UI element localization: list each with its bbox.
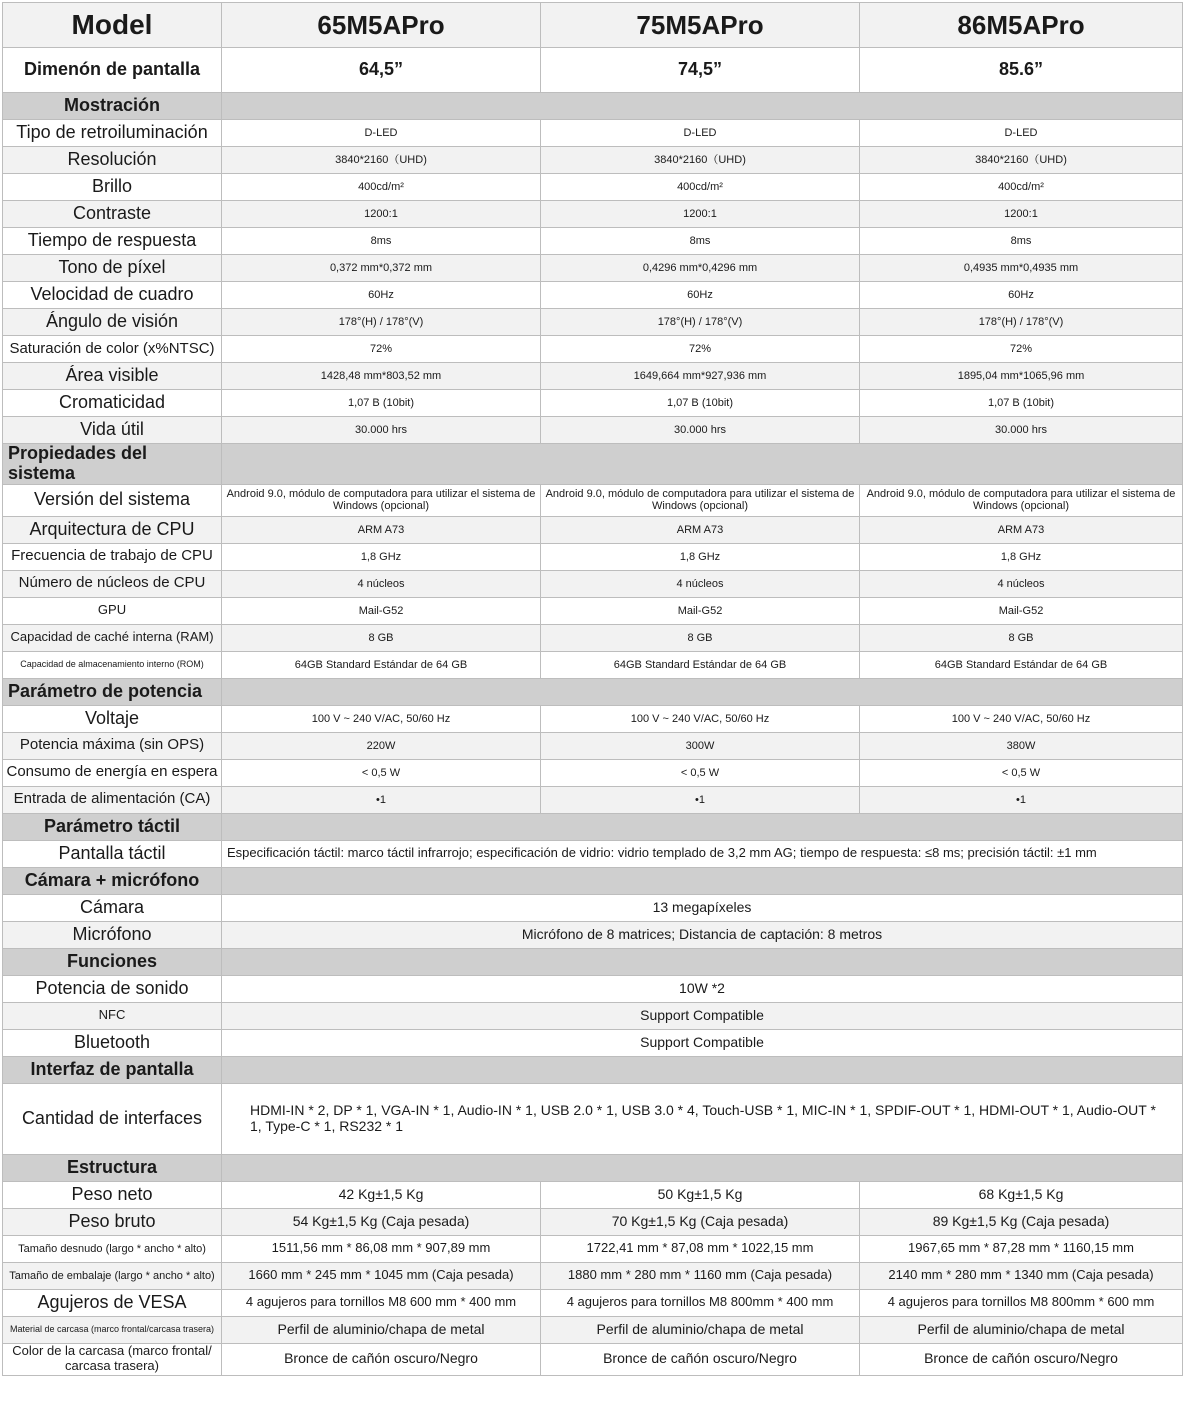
- table-row: [3, 336, 1183, 363]
- cell-value: 42 Kg±1,5 Kg: [222, 1181, 541, 1208]
- cell-value: 72%: [541, 336, 860, 363]
- table-row: [3, 516, 1183, 543]
- row-label: Peso neto: [3, 1181, 222, 1208]
- row-label: Color de la carcasa (marco frontal/ carcasa trasera): [3, 1343, 222, 1375]
- row-label: Agujeros de VESA: [3, 1289, 222, 1316]
- cell-value: 3840*2160（UHD): [541, 147, 860, 174]
- cell-value: 1967,65 mm * 87,28 mm * 1160,15 mm: [860, 1235, 1183, 1262]
- cell-value: Bronce de cañón oscuro/Negro: [222, 1343, 541, 1375]
- table-row: [3, 597, 1183, 624]
- cell-value: Perfil de aluminio/chapa de metal: [222, 1316, 541, 1343]
- cell-value: < 0,5 W: [541, 759, 860, 786]
- cell-value: 1428,48 mm*803,52 mm: [222, 363, 541, 390]
- cell-value: 68 Kg±1,5 Kg: [860, 1181, 1183, 1208]
- cell-value: 1,8 GHz: [541, 543, 860, 570]
- row-label: Voltaje: [3, 705, 222, 732]
- cell-value: 50 Kg±1,5 Kg: [541, 1181, 860, 1208]
- row-label: Consumo de energía en espera: [3, 759, 222, 786]
- row-label: Versión del sistema: [3, 484, 222, 516]
- row-label: Tono de píxel: [3, 255, 222, 282]
- cell-value: 4 núcleos: [860, 570, 1183, 597]
- cell-value: 4 agujeros para tornillos M8 800mm * 600 mm: [860, 1289, 1183, 1316]
- row-label: Cromaticidad: [3, 390, 222, 417]
- table-row: [3, 624, 1183, 651]
- cell-value: 8 GB: [222, 624, 541, 651]
- cell-value: Android 9.0, módulo de computadora para utilizar el sistema de Windows (opcional): [860, 484, 1183, 516]
- section-title: Funciones: [3, 948, 222, 975]
- section-title: Estructura: [3, 1154, 222, 1181]
- section-title: Parámetro de potencia: [3, 678, 222, 705]
- table-row: [3, 228, 1183, 255]
- cell-value: D-LED: [860, 120, 1183, 147]
- row-label: Material de carcasa (marco frontal/carcasa trasera): [3, 1316, 222, 1343]
- cell-value: 1,07 B (10bit): [541, 390, 860, 417]
- row-label: Tamaño de embalaje (largo * ancho * alto): [3, 1262, 222, 1289]
- row-label: NFC: [3, 1002, 222, 1029]
- cell-value: •1: [222, 786, 541, 813]
- cell-value: Mail-G52: [222, 597, 541, 624]
- cell-value: •1: [541, 786, 860, 813]
- table-row: [3, 840, 1183, 867]
- table-row: [3, 975, 1183, 1002]
- row-label: Cantidad de interfaces: [3, 1083, 222, 1154]
- cell-value: 30.000 hrs: [541, 417, 860, 444]
- section-header-camera: [3, 867, 1183, 894]
- cell-value: Support Compatible: [222, 1029, 1183, 1056]
- section-header-structure: [3, 1154, 1183, 1181]
- cell-value: 4 agujeros para tornillos M8 800mm * 400 mm: [541, 1289, 860, 1316]
- cell-value: < 0,5 W: [860, 759, 1183, 786]
- row-label: Tiempo de respuesta: [3, 228, 222, 255]
- section-header-interface: [3, 1056, 1183, 1083]
- cell-value: 178°(H) / 178°(V): [222, 309, 541, 336]
- cell-value: 300W: [541, 732, 860, 759]
- cell-value: 100 V ~ 240 V/AC, 50/60 Hz: [222, 705, 541, 732]
- row-label: Cámara: [3, 894, 222, 921]
- row-label: Potencia máxima (sin OPS): [3, 732, 222, 759]
- cell-value: 60Hz: [860, 282, 1183, 309]
- table-row: [3, 484, 1183, 516]
- cell-value: ARM A73: [222, 516, 541, 543]
- cell-value: Android 9.0, módulo de computadora para utilizar el sistema de Windows (opcional): [222, 484, 541, 516]
- row-label: Tipo de retroiluminación: [3, 120, 222, 147]
- section-title: Mostración: [3, 93, 222, 120]
- cell-value: 3840*2160（UHD): [222, 147, 541, 174]
- cell-value: 54 Kg±1,5 Kg (Caja pesada): [222, 1208, 541, 1235]
- cell-value: Mail-G52: [860, 597, 1183, 624]
- row-label: Pantalla táctil: [3, 840, 222, 867]
- cell-value: 1,07 B (10bit): [222, 390, 541, 417]
- cell-value: Bronce de cañón oscuro/Negro: [541, 1343, 860, 1375]
- row-label: Velocidad de cuadro: [3, 282, 222, 309]
- row-label: Capacidad de caché interna (RAM): [3, 624, 222, 651]
- section-header-display: [3, 93, 1183, 120]
- row-label: Peso bruto: [3, 1208, 222, 1235]
- cell-value: 1200:1: [860, 201, 1183, 228]
- cell-value: 72%: [222, 336, 541, 363]
- cell-value: 1,8 GHz: [860, 543, 1183, 570]
- row-label: Resolución: [3, 147, 222, 174]
- cell-value: 1660 mm * 245 mm * 1045 mm (Caja pesada): [222, 1262, 541, 1289]
- cell-value: Perfil de aluminio/chapa de metal: [541, 1316, 860, 1343]
- cell-value: 220W: [222, 732, 541, 759]
- cell-value: 178°(H) / 178°(V): [860, 309, 1183, 336]
- section-title: Parámetro táctil: [3, 813, 222, 840]
- cell-value: 2140 mm * 280 mm * 1340 mm (Caja pesada): [860, 1262, 1183, 1289]
- model-name: 75M5APro: [541, 3, 860, 48]
- cell-value: 100 V ~ 240 V/AC, 50/60 Hz: [860, 705, 1183, 732]
- cell-value: 8 GB: [541, 624, 860, 651]
- cell-value: 178°(H) / 178°(V): [541, 309, 860, 336]
- table-row: [3, 120, 1183, 147]
- table-row: [3, 1343, 1183, 1375]
- cell-value: 4 agujeros para tornillos M8 600 mm * 400 mm: [222, 1289, 541, 1316]
- cell-value: 10W *2: [222, 975, 1183, 1002]
- table-row: [3, 759, 1183, 786]
- row-label: Número de núcleos de CPU: [3, 570, 222, 597]
- table-row: [3, 921, 1183, 948]
- table-row: [3, 1262, 1183, 1289]
- cell-value: 8ms: [541, 228, 860, 255]
- model-name: 86M5APro: [860, 3, 1183, 48]
- cell-value: 1649,664 mm*927,936 mm: [541, 363, 860, 390]
- cell-value: 0,372 mm*0,372 mm: [222, 255, 541, 282]
- section-header-system: [3, 444, 1183, 485]
- cell-value: 13 megapíxeles: [222, 894, 1183, 921]
- cell-value: 1200:1: [541, 201, 860, 228]
- cell-value: 1880 mm * 280 mm * 1160 mm (Caja pesada): [541, 1262, 860, 1289]
- cell-value: ARM A73: [860, 516, 1183, 543]
- cell-value: 1722,41 mm * 87,08 mm * 1022,15 mm: [541, 1235, 860, 1262]
- cell-value: 1200:1: [222, 201, 541, 228]
- row-label: Potencia de sonido: [3, 975, 222, 1002]
- table-row: [3, 543, 1183, 570]
- cell-value: 60Hz: [222, 282, 541, 309]
- row-label: Vida útil: [3, 417, 222, 444]
- cell-value: 3840*2160（UHD): [860, 147, 1183, 174]
- cell-value: 1,07 B (10bit): [860, 390, 1183, 417]
- section-title: Propiedades del sistema: [3, 444, 222, 485]
- table-row: [3, 201, 1183, 228]
- cell-value: 400cd/m²: [222, 174, 541, 201]
- cell-value: 8ms: [860, 228, 1183, 255]
- section-header-touch: [3, 813, 1183, 840]
- cell-value: 4 núcleos: [541, 570, 860, 597]
- cell-value: Bronce de cañón oscuro/Negro: [860, 1343, 1183, 1375]
- cell-value: 1511,56 mm * 86,08 mm * 907,89 mm: [222, 1235, 541, 1262]
- table-row: [3, 786, 1183, 813]
- cell-value: ARM A73: [541, 516, 860, 543]
- table-row: [3, 894, 1183, 921]
- table-row: [3, 147, 1183, 174]
- table-row: [3, 1235, 1183, 1262]
- screen-size-row: [3, 48, 1183, 93]
- row-label: Contraste: [3, 201, 222, 228]
- table-row: [3, 282, 1183, 309]
- cell-value: 100 V ~ 240 V/AC, 50/60 Hz: [541, 705, 860, 732]
- cell-value: Perfil de aluminio/chapa de metal: [860, 1316, 1183, 1343]
- cell-value: Especificación táctil: marco táctil infrarrojo; especificación de vidrio: vidrio templado de 3,2 mm AG; tiempo de respuesta: ≤8 ms; precisión táctil: ±1 mm: [222, 840, 1183, 867]
- table-row: [3, 1208, 1183, 1235]
- cell-value: 1,8 GHz: [222, 543, 541, 570]
- row-label: Arquitectura de CPU: [3, 516, 222, 543]
- cell-value: D-LED: [222, 120, 541, 147]
- table-row: [3, 570, 1183, 597]
- table-row: [3, 390, 1183, 417]
- cell-value: Mail-G52: [541, 597, 860, 624]
- cell-value: 8 GB: [860, 624, 1183, 651]
- cell-value: Support Compatible: [222, 1002, 1183, 1029]
- cell-value: 30.000 hrs: [860, 417, 1183, 444]
- cell-value: 64GB Standard Estándar de 64 GB: [860, 651, 1183, 678]
- row-label: Entrada de alimentación (CA): [3, 786, 222, 813]
- row-label: Área visible: [3, 363, 222, 390]
- table-row: [3, 174, 1183, 201]
- model-header-row: [3, 3, 1183, 48]
- table-row: [3, 309, 1183, 336]
- cell-value: D-LED: [541, 120, 860, 147]
- row-label: GPU: [3, 597, 222, 624]
- cell-value: HDMI-IN * 2, DP * 1, VGA-IN * 1, Audio-IN * 1, USB 2.0 * 1, USB 3.0 * 4, Touch-USB * 1, MIC-IN * 1, SPDIF-OUT * 1, HDMI-OUT * 1, Audio-OUT * 1, Type-C * 1, RS232 * 1: [222, 1083, 1183, 1154]
- cell-value: 64GB Standard Estándar de 64 GB: [541, 651, 860, 678]
- spec-table: [2, 2, 1183, 1376]
- cell-value: 64GB Standard Estándar de 64 GB: [222, 651, 541, 678]
- table-row: [3, 1002, 1183, 1029]
- cell-value: < 0,5 W: [222, 759, 541, 786]
- cell-value: 72%: [860, 336, 1183, 363]
- section-title: Interfaz de pantalla: [3, 1056, 222, 1083]
- cell-value: 74,5”: [541, 48, 860, 93]
- cell-value: 0,4935 mm*0,4935 mm: [860, 255, 1183, 282]
- row-label: Tamaño desnudo (largo * ancho * alto): [3, 1235, 222, 1262]
- cell-value: 70 Kg±1,5 Kg (Caja pesada): [541, 1208, 860, 1235]
- table-row: [3, 417, 1183, 444]
- cell-value: Android 9.0, módulo de computadora para utilizar el sistema de Windows (opcional): [541, 484, 860, 516]
- table-row: [3, 705, 1183, 732]
- model-label: Model: [3, 3, 222, 48]
- table-row: [3, 1181, 1183, 1208]
- cell-value: 64,5”: [222, 48, 541, 93]
- cell-value: 8ms: [222, 228, 541, 255]
- section-title: Cámara + micrófono: [3, 867, 222, 894]
- cell-value: 85.6”: [860, 48, 1183, 93]
- table-row: [3, 1316, 1183, 1343]
- row-label: Brillo: [3, 174, 222, 201]
- cell-value: Micrófono de 8 matrices; Distancia de captación: 8 metros: [222, 921, 1183, 948]
- row-label: Micrófono: [3, 921, 222, 948]
- row-label: Frecuencia de trabajo de CPU: [3, 543, 222, 570]
- table-row: [3, 363, 1183, 390]
- row-label: Saturación de color (x%NTSC): [3, 336, 222, 363]
- cell-value: 60Hz: [541, 282, 860, 309]
- row-label: Dimenón de pantalla: [3, 48, 222, 93]
- table-row: [3, 1289, 1183, 1316]
- table-row: [3, 1083, 1183, 1154]
- section-header-functions: [3, 948, 1183, 975]
- table-row: [3, 732, 1183, 759]
- cell-value: 89 Kg±1,5 Kg (Caja pesada): [860, 1208, 1183, 1235]
- table-row: [3, 1029, 1183, 1056]
- cell-value: 4 núcleos: [222, 570, 541, 597]
- cell-value: 1895,04 mm*1065,96 mm: [860, 363, 1183, 390]
- cell-value: 0,4296 mm*0,4296 mm: [541, 255, 860, 282]
- cell-value: 30.000 hrs: [222, 417, 541, 444]
- cell-value: 400cd/m²: [541, 174, 860, 201]
- table-row: [3, 255, 1183, 282]
- cell-value: 380W: [860, 732, 1183, 759]
- table-row: [3, 651, 1183, 678]
- section-header-power: [3, 678, 1183, 705]
- row-label: Bluetooth: [3, 1029, 222, 1056]
- row-label: Capacidad de almacenamiento interno (ROM): [3, 651, 222, 678]
- row-label: Ángulo de visión: [3, 309, 222, 336]
- model-name: 65M5APro: [222, 3, 541, 48]
- cell-value: 400cd/m²: [860, 174, 1183, 201]
- cell-value: •1: [860, 786, 1183, 813]
